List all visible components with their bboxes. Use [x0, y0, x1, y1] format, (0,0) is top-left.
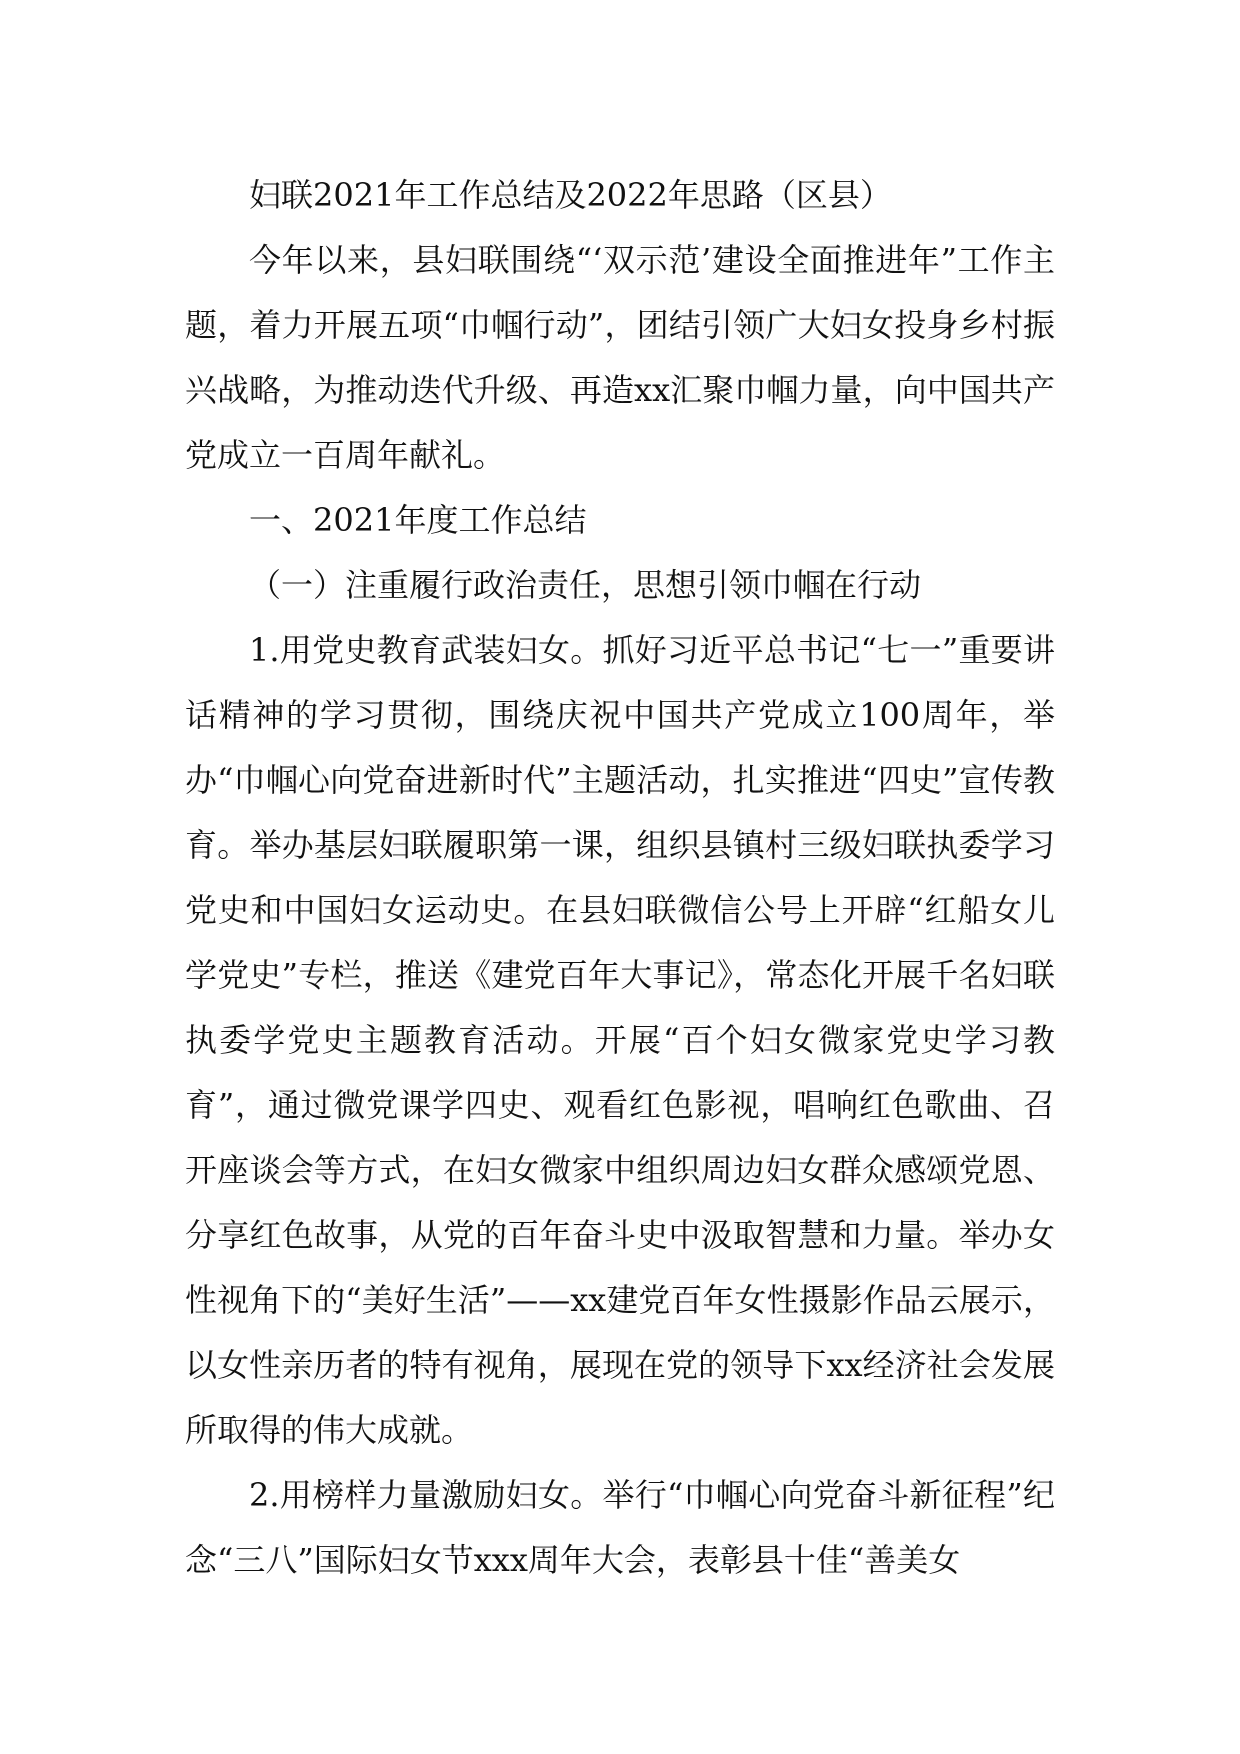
section-heading: 一、2021年度工作总结 — [249, 501, 587, 539]
body-paragraph-item-2: 2.用榜样力量激励妇女。举行“巾帼心向党奋斗新征程”纪念“三八”国际妇女节xxx周年大会，表彰县十佳“善美女 — [185, 1476, 1055, 1579]
document-title: 妇联2021年工作总结及2022年思路（区县） — [249, 176, 892, 214]
subsection-heading: （一）注重履行政治责任，思想引领巾帼在行动 — [249, 566, 922, 604]
intro-paragraph: 今年以来，县妇联围绕“‘双示范’建设全面推进年”工作主题，着力开展五项“巾帼行动”，团结引领广大妇女投身乡村振兴战略，为推动迭代升级、再造xx汇聚巾帼力量，向中国共产党成立一百周年献礼。 — [185, 241, 1055, 474]
body-paragraph-item-1: 1.用党史教育武装妇女。抓好习近平总书记“七一”重要讲话精神的学习贯彻，围绕庆祝中国共产党成立100周年，举办“巾帼心向党奋进新时代”主题活动，扎实推进“四史”宣传教育。举办基层妇联履职第一课，组织县镇村三级妇联执委学习党史和中国妇女运动史。在县妇联微信公号上开辟“红船女儿学党史”专栏，推送《建党百年大事记》，常态化开展千名妇联执委学党史主题教育活动。开展“百个妇女微家党史学习教育”，通过微党课学四史、观看红色影视，唱响红色歌曲、召开座谈会等方式，在妇女微家中组织周边妇女群众感颂党恩、分享红色故事，从党的百年奋斗史中汲取智慧和力量。举办女性视角下的“美好生活”——xx建党百年女性摄影作品云展示，以女性亲历者的特有视角，展现在党的领导下xx经济社会发展所取得的伟大成就。 — [185, 631, 1055, 1449]
